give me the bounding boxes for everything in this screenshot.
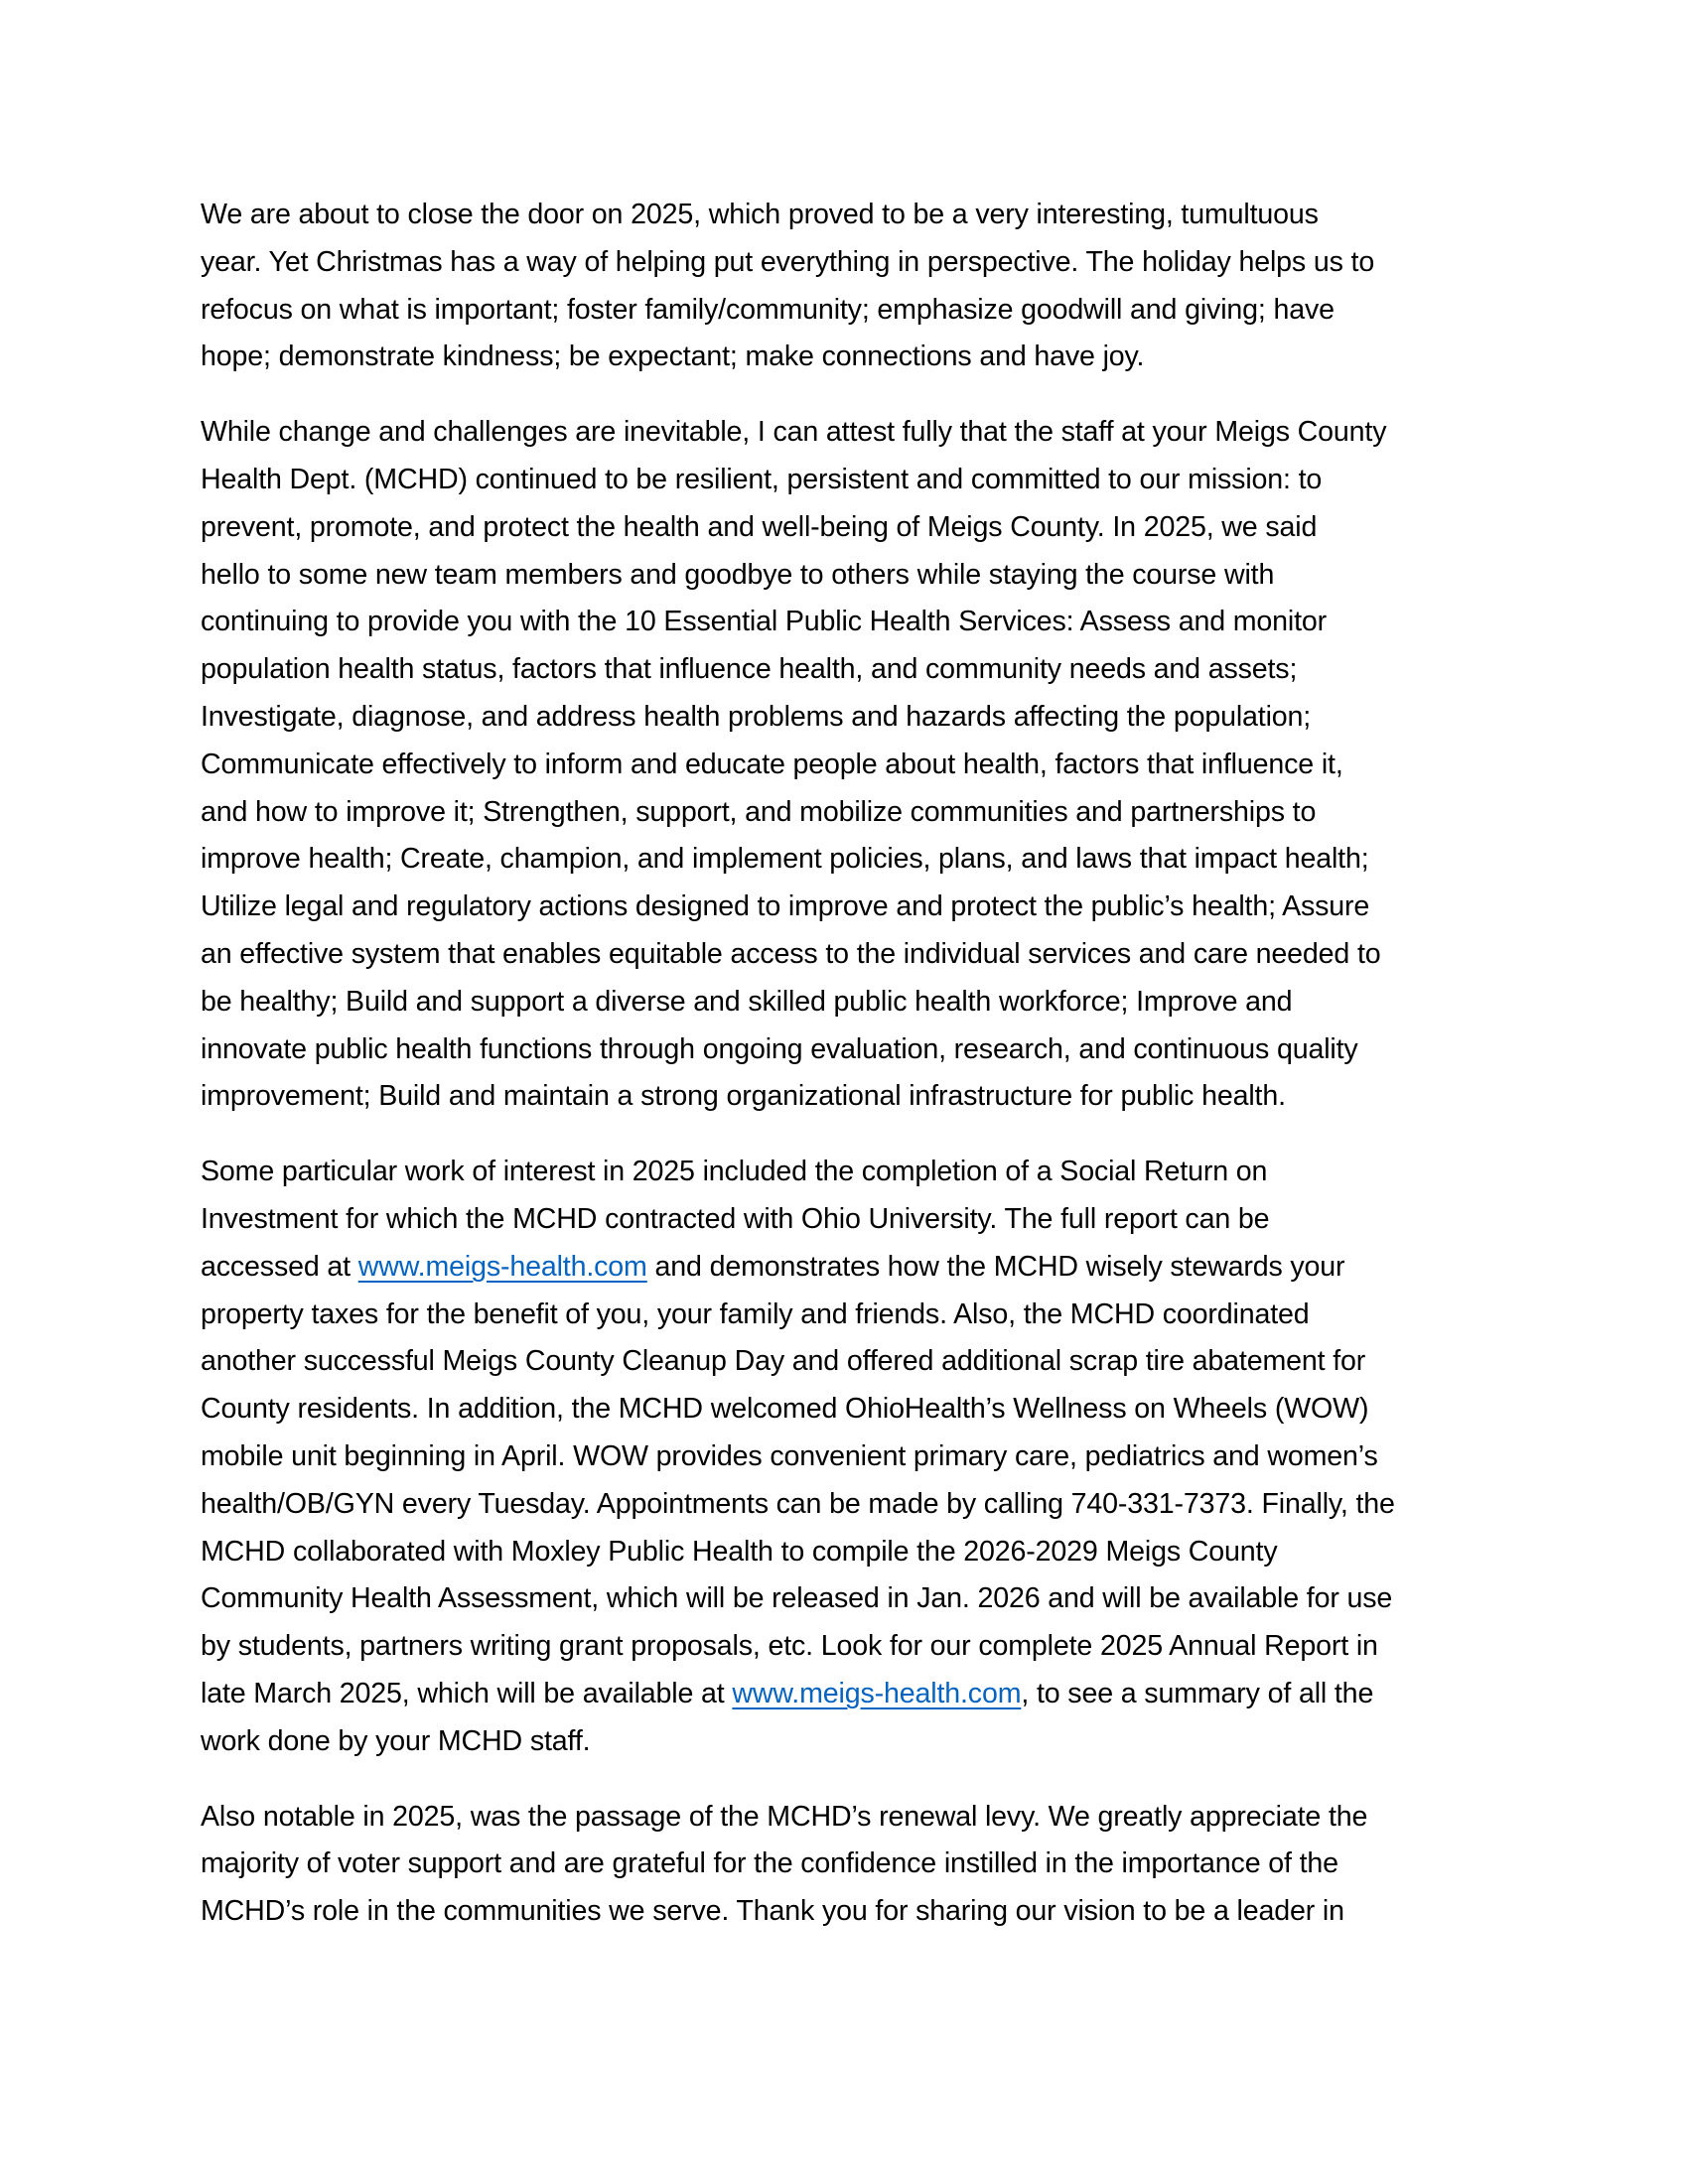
text-run: late March 2025, which will be available at (201, 1677, 733, 1709)
text-line (201, 1623, 1503, 1671)
text-line (201, 504, 1503, 552)
text-run: by students, partners writing grant proposals, etc. Look for our complete 2025 Annual Report in (201, 1630, 1378, 1663)
text-line (201, 694, 1503, 742)
text-line (201, 884, 1503, 931)
text-run: population health status, factors that influence health, and community needs and assets; (201, 653, 1298, 686)
text-line (201, 552, 1503, 600)
text-line (201, 979, 1503, 1026)
text-line (201, 836, 1503, 884)
text-line (201, 409, 1503, 457)
text-run: health/OB/GYN every Tuesday. Appointments can be made by calling 740-331-7373. Finally, the (201, 1487, 1395, 1520)
text-run: improve health; Create, champion, and implement policies, plans, and laws that impact health; (201, 843, 1369, 876)
text-run: hello to some new team members and goodbye to others while staying the course with (201, 558, 1275, 591)
text-run: an effective system that enables equitable access to the individual services and care needed to (201, 937, 1381, 970)
text-line (201, 1794, 1503, 1842)
text-line (201, 1292, 1503, 1339)
text-run: improvement; Build and maintain a strong organizational infrastructure for public health. (201, 1080, 1286, 1113)
text-run: and demonstrates how the MCHD wisely stewards your (646, 1250, 1345, 1283)
text-run: County residents. In addition, the MCHD welcomed OhioHealth’s Wellness on Wheels (WOW) (201, 1393, 1369, 1426)
text-run: MCHD collaborated with Moxley Public Health to compile the 2026-2029 Meigs County (201, 1535, 1278, 1568)
text-line (201, 334, 1503, 381)
text-line (201, 1196, 1503, 1244)
text-run: Utilize legal and regulatory actions designed to improve and protect the public’s health; Assure (201, 890, 1370, 923)
text-line (201, 1244, 1503, 1292)
text-line (201, 789, 1503, 837)
text-line (201, 931, 1503, 979)
text-line (201, 287, 1503, 335)
text-line (201, 1718, 1503, 1766)
text-line (201, 599, 1503, 646)
text-run: Investment for which the MCHD contracted with Ohio University. The full report can be (201, 1202, 1270, 1235)
text-run: continuing to provide you with the 10 Essential Public Health Services: Assess and monitor (201, 606, 1328, 638)
text-run: be healthy; Build and support a diverse and skilled public health workforce; Improve and (201, 985, 1293, 1018)
text-run: While change and challenges are inevitable, I can attest fully that the staff at your Meigs County (201, 416, 1387, 449)
text-run: accessed at (201, 1250, 358, 1283)
letter-body (201, 192, 1503, 1964)
paragraph-3 (201, 1149, 1503, 1765)
text-run: majority of voter support and are grateful for the confidence instilled in the importance of the (201, 1847, 1338, 1880)
text-line (201, 1073, 1503, 1121)
text-line (201, 1433, 1503, 1481)
text-line (201, 192, 1503, 239)
text-line (201, 1888, 1503, 1936)
text-line (201, 1386, 1503, 1433)
text-run: Health Dept. (MCHD) continued to be resilient, persistent and committed to our mission: to (201, 463, 1323, 495)
text-line (201, 646, 1503, 694)
text-line (201, 1671, 1503, 1718)
text-run: and how to improve it; Strengthen, support, and mobilize communities and partnerships to (201, 795, 1317, 828)
text-line (201, 1149, 1503, 1196)
meigs-health-link[interactable]: www.meigs-health.com (732, 1677, 1022, 1709)
text-run: prevent, promote, and protect the health and well-being of Meigs County. In 2025, we said (201, 510, 1318, 543)
text-run: another successful Meigs County Cleanup Day and offered additional scrap tire abatement for (201, 1345, 1366, 1378)
text-line (201, 1026, 1503, 1074)
text-line (201, 742, 1503, 789)
text-run: Investigate, diagnose, and address health problems and hazards affecting the population; (201, 700, 1312, 733)
text-run: innovate public health functions through ongoing evaluation, research, and continuous quality (201, 1032, 1358, 1065)
text-run: Community Health Assessment, which will be released in Jan. 2026 and will be available for use (201, 1582, 1393, 1615)
text-line (201, 1481, 1503, 1529)
text-line (201, 1841, 1503, 1888)
paragraph-1 (201, 192, 1503, 381)
text-line (201, 457, 1503, 504)
text-run: Communicate effectively to inform and educate people about health, factors that influence it, (201, 748, 1343, 780)
paragraph-2 (201, 409, 1503, 1121)
text-line (201, 1529, 1503, 1576)
text-run: Also notable in 2025, was the passage of the MCHD’s renewal levy. We greatly appreciate the (201, 1800, 1368, 1833)
text-run: hope; demonstrate kindness; be expectant; make connections and have joy. (201, 341, 1145, 373)
paragraph-4 (201, 1794, 1503, 1936)
text-run: work done by your MCHD staff. (201, 1724, 591, 1757)
text-run: MCHD’s role in the communities we serve. Thank you for sharing our vision to be a leader in (201, 1895, 1344, 1928)
text-line (201, 239, 1503, 287)
text-run: refocus on what is important; foster family/community; emphasize goodwill and giving; have (201, 293, 1335, 326)
text-run: We are about to close the door on 2025, which proved to be a very interesting, tumultuous (201, 199, 1319, 230)
text-run: , to see a summary of all the (1021, 1677, 1374, 1709)
text-line (201, 1575, 1503, 1623)
text-run: property taxes for the benefit of you, your family and friends. Also, the MCHD coordinated (201, 1297, 1310, 1330)
text-run: year. Yet Christmas has a way of helping put everything in perspective. The holiday helps us to (201, 245, 1375, 278)
text-line (201, 1338, 1503, 1386)
text-run: Some particular work of interest in 2025 included the completion of a Social Return on (201, 1156, 1268, 1188)
meigs-health-link[interactable]: www.meigs-health.com (357, 1250, 647, 1283)
text-run: mobile unit beginning in April. WOW provides convenient primary care, pediatrics and women’s (201, 1439, 1378, 1472)
